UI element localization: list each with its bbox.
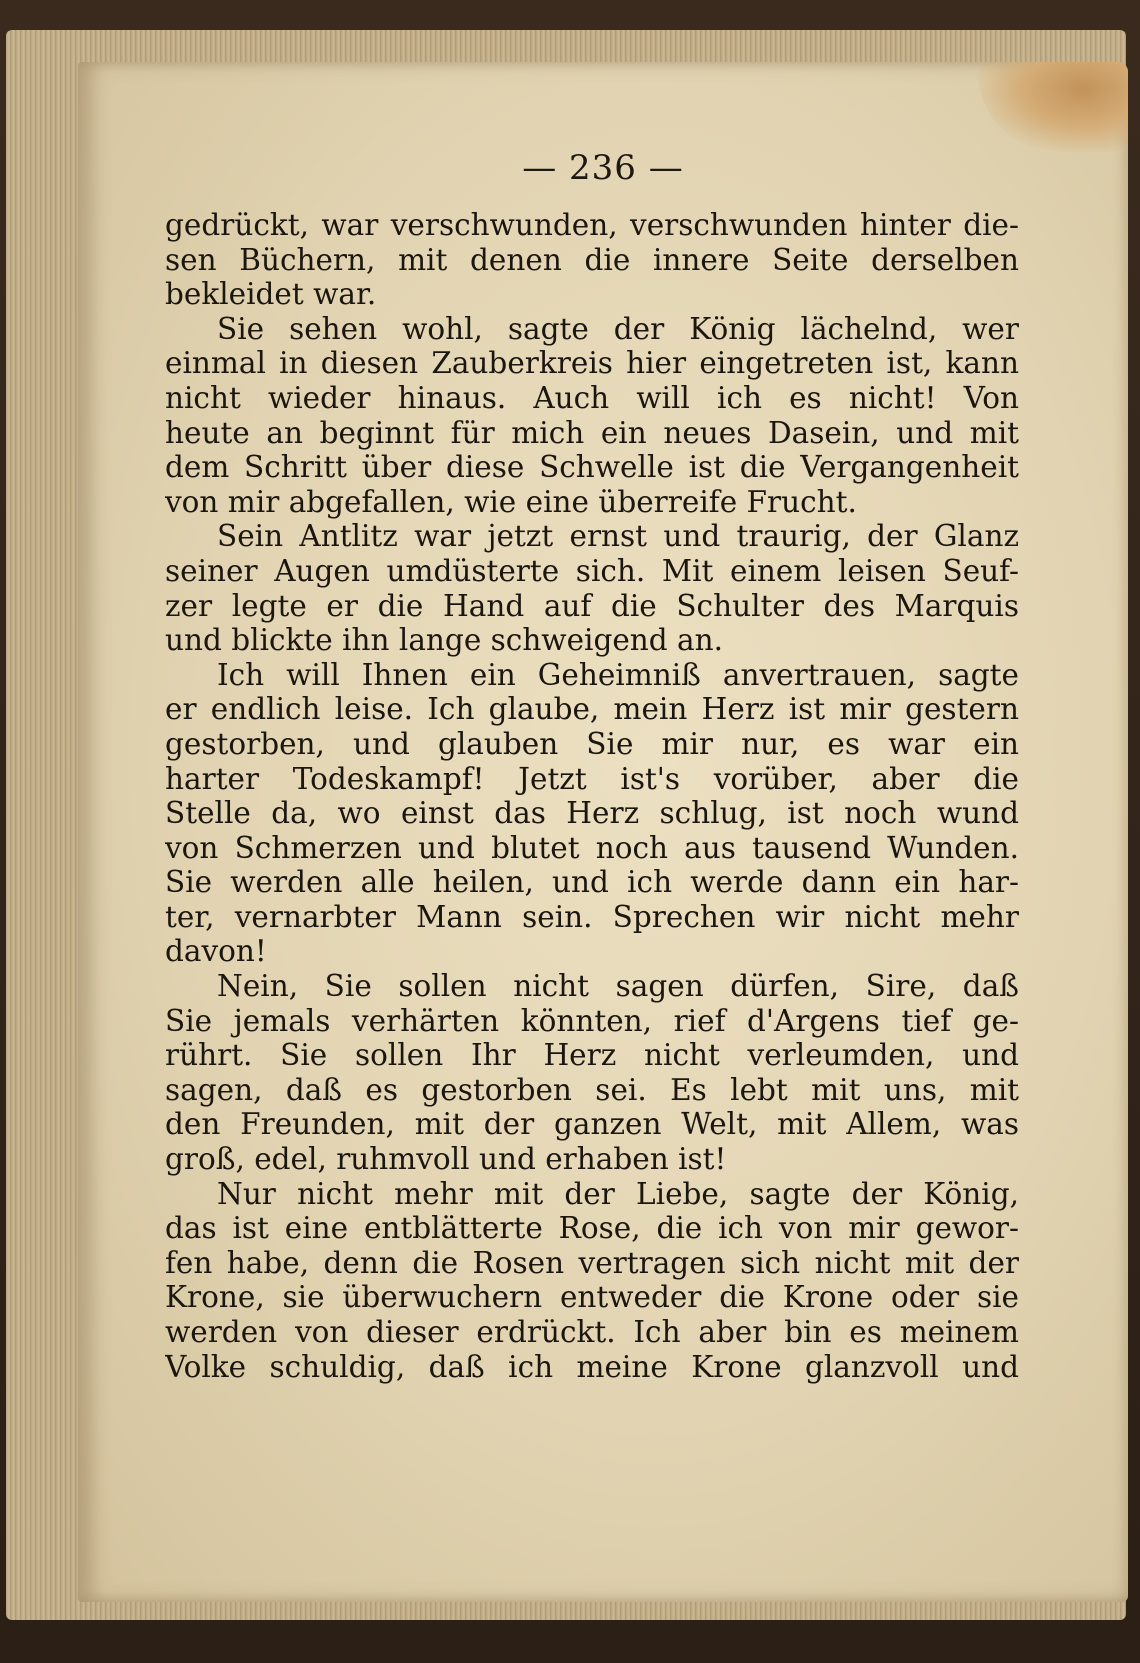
text-line: seiner Augen umdüsterte sich. Mit einem leisen Seuf- [165,553,1019,588]
text-line: harter Todeskampf! Jetzt ist's vorüber, aber die [165,761,1019,796]
text-line: ter, vernarbter Mann sein. Sprechen wir nicht mehr [165,899,1019,934]
text-line: gestorben, und glauben Sie mir nur, es war ein [165,726,1019,761]
text-line: den Freunden, mit der ganzen Welt, mit Allem, was [165,1107,1019,1142]
page-stain [978,62,1128,152]
text-line: nicht wieder hinaus. Auch will ich es nicht! Von [165,380,1019,415]
text-line: Sein Antlitz war jetzt ernst und traurig, der Glanz [217,519,1019,554]
text-line: gedrückt, war verschwunden, verschwunden hinter die- [165,208,1019,242]
text-line: er endlich leise. Ich glaube, mein Herz ist mir gestern [165,692,1019,727]
text-line: davon! [165,934,267,969]
text-line: Nein, Sie sollen nicht sagen dürfen, Sire, daß [217,969,1019,1004]
text-line: groß, edel, ruhmvoll und erhaben ist! [165,1142,727,1177]
text-line: und blickte ihn lange schweigend an. [165,623,724,658]
text-line: von Schmerzen und blutet noch aus tausend Wunden. [165,830,1019,865]
text-line: Stelle da, wo einst das Herz schlug, ist noch wund [165,796,1019,831]
text-line: zer legte er die Hand auf die Schulter des Marquis [165,588,1019,623]
text-line: dem Schritt über diese Schwelle ist die Vergangenheit [165,450,1019,485]
text-line: fen habe, denn die Rosen vertragen sich nicht mit der [165,1245,1019,1280]
text-line: von mir abgefallen, wie eine überreife Frucht. [165,484,857,519]
text-line: Sie jemals verhärten könnten, rief d'Argens tief ge- [165,1003,1019,1038]
text-line: einmal in diesen Zauberkreis hier eingetreten ist, kann [165,346,1019,381]
body-text [165,208,1019,1384]
text-line: Nur nicht mehr mit der Liebe, sagte der König, [217,1176,1019,1211]
text-line: Volke schuldig, daß ich meine Krone glanzvoll und [165,1349,1019,1384]
text-line: Sie werden alle heilen, und ich werde dann ein har- [165,865,1019,900]
text-line: Krone, sie überwuchern entweder die Krone oder sie [165,1280,1019,1315]
page-number: — 236 — [522,148,684,188]
text-line: Sie sehen wohl, sagte der König lächelnd, wer [217,311,1019,346]
text-line: das ist eine entblätterte Rose, die ich von mir gewor- [165,1211,1019,1246]
text-line: sen Büchern, mit denen die innere Seite derselben [165,242,1019,277]
text-line: werden von dieser erdrückt. Ich aber bin es meinem [165,1315,1019,1349]
text-line: heute an beginnt für mich ein neues Dasein, und mit [165,415,1019,450]
text-line: rührt. Sie sollen Ihr Herz nicht verleumden, und [165,1038,1019,1073]
text-line: bekleidet war. [165,277,377,312]
text-line: Ich will Ihnen ein Geheimniß anvertrauen, sagte [217,657,1019,692]
text-line: sagen, daß es gestorben sei. Es lebt mit uns, mit [165,1072,1019,1107]
